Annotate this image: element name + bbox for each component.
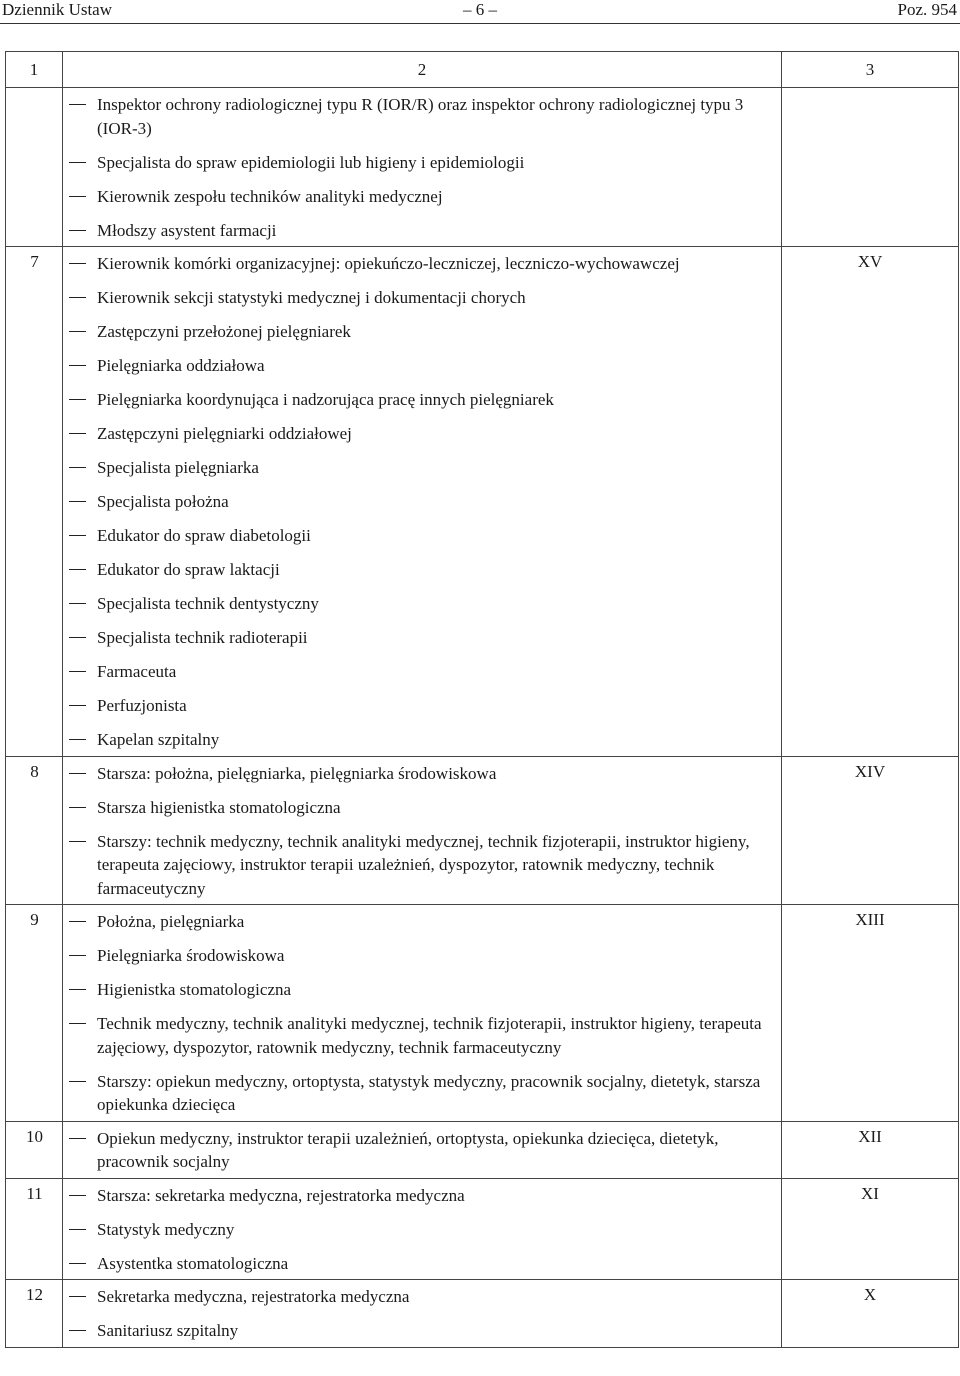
salary-group-numeral: XIII <box>855 910 885 929</box>
column-header-2: 2 <box>63 52 782 88</box>
position-entry <box>63 1285 781 1309</box>
positions-cell <box>63 756 782 905</box>
position-entry <box>63 286 781 310</box>
position-title: Specjalista do spraw epidemiologii lub higieny i epidemiologii <box>97 152 525 172</box>
position-title: Sekretarka medyczna, rejestratorka medyczna <box>97 1287 410 1306</box>
dash-bullet-icon <box>69 297 86 298</box>
dash-bullet-icon <box>69 162 86 163</box>
position-entry <box>63 1012 781 1059</box>
dash-bullet-icon <box>69 807 86 808</box>
column-header-3: 3 <box>782 52 959 88</box>
salary-group-cell <box>782 247 959 757</box>
position-entry <box>63 151 781 175</box>
position-entry <box>63 910 781 934</box>
position-title: Farmaceuta <box>97 662 177 681</box>
row-number-cell <box>6 247 63 757</box>
table-row <box>6 1280 959 1348</box>
position-entry <box>63 320 781 344</box>
position-title: Kierownik komórki organizacyjnej: opiekuńczo-leczniczej, leczniczo-wychowawczej <box>97 254 680 273</box>
position-title: Opiekun medyczny, instruktor terapii uzależnień, ortoptysta, opiekunka dziecięca, dietetyk, pracownik socjalny <box>97 1128 719 1171</box>
position-entry <box>63 762 781 786</box>
position-entry <box>63 1184 781 1208</box>
position-title: Sanitariusz szpitalny <box>97 1321 239 1340</box>
position-title: Kapelan szpitalny <box>97 730 220 749</box>
row-number: 9 <box>30 910 39 929</box>
salary-group-numeral: XI <box>861 1183 879 1203</box>
dash-bullet-icon <box>69 1023 86 1024</box>
row-number: 7 <box>30 252 39 271</box>
row-number: 10 <box>26 1126 43 1146</box>
dash-bullet-icon <box>69 1263 86 1264</box>
dash-bullet-icon <box>69 467 86 468</box>
position-title: Statystyk medyczny <box>97 1219 235 1239</box>
positions-cell <box>63 247 782 757</box>
position-title: Młodszy asystent farmacji <box>97 220 277 240</box>
position-title: Specjalista położna <box>97 492 229 511</box>
table-row <box>6 756 959 905</box>
dash-bullet-icon <box>69 989 86 990</box>
row-number-cell <box>6 88 63 247</box>
row-number-cell <box>6 756 63 905</box>
row-number-cell <box>6 1121 63 1178</box>
dash-bullet-icon <box>69 841 86 842</box>
position-title: Technik medyczny, technik analityki medycznej, technik fizjoterapii, instruktor higieny, terapeuta zajęciowy, dyspozytor, ratownik medyczny, technik farmaceutyczny <box>97 1014 762 1057</box>
position-title: Specjalista technik radioterapii <box>97 628 308 647</box>
table-row <box>6 905 959 1122</box>
row-number-cell <box>6 905 63 1122</box>
table-body <box>6 88 959 1348</box>
salary-group-numeral: X <box>863 1285 877 1304</box>
position-entry <box>63 1070 781 1117</box>
position-entry <box>63 1252 781 1276</box>
position-title: Specjalista technik dentystyczny <box>97 594 319 613</box>
dash-bullet-icon <box>69 569 86 570</box>
position-entry <box>63 93 781 140</box>
position-title: Inspektor ochrony radiologicznej typu R (IOR/R) oraz inspektor ochrony radiologicznej typu 3 (IOR-3) <box>97 95 744 138</box>
salary-group-cell <box>782 1280 959 1348</box>
dash-bullet-icon <box>69 399 86 400</box>
position-entry <box>63 388 781 412</box>
position-number: Poz. 954 <box>897 0 957 19</box>
position-title: Edukator do spraw laktacji <box>97 560 280 579</box>
position-title: Starszy: technik medyczny, technik analityki medycznej, technik fizjoterapii, instruktor higieny, terapeuta zajęciowy, instruktor terapii uzależnień, dyspozytor, ratownik medyczny, technik farmaceutyczny <box>97 831 750 898</box>
dash-bullet-icon <box>69 433 86 434</box>
position-entry <box>63 660 781 684</box>
position-title: Pielęgniarka koordynująca i nadzorująca pracę innych pielęgniarek <box>97 390 554 409</box>
position-title: Kierownik zespołu techników analityki medycznej <box>97 186 443 206</box>
position-title: Kierownik sekcji statystyki medycznej i dokumentacji chorych <box>97 288 526 307</box>
dash-bullet-icon <box>69 739 86 740</box>
dash-bullet-icon <box>69 773 86 774</box>
dash-bullet-icon <box>69 671 86 672</box>
table-header-row <box>6 52 959 88</box>
dash-bullet-icon <box>69 1195 86 1196</box>
position-entry <box>63 422 781 446</box>
page-number: – 6 – <box>463 0 497 19</box>
position-title: Pielęgniarka oddziałowa <box>97 356 265 375</box>
dash-bullet-icon <box>69 501 86 502</box>
journal-title: Dziennik Ustaw <box>2 0 113 19</box>
salary-group-numeral: XV <box>857 252 883 271</box>
table-row <box>6 88 959 247</box>
row-number-cell <box>6 1178 63 1280</box>
position-entry <box>63 219 781 243</box>
position-title: Zastępczyni pielęgniarki oddziałowej <box>97 424 352 443</box>
position-entry <box>63 626 781 650</box>
position-title: Pielęgniarka środowiskowa <box>97 946 285 965</box>
position-entry <box>63 558 781 582</box>
dash-bullet-icon <box>69 196 86 197</box>
position-entry <box>63 944 781 968</box>
table-row <box>6 1121 959 1178</box>
row-number <box>6 88 57 93</box>
dash-bullet-icon <box>69 104 86 105</box>
position-entry <box>63 830 781 901</box>
table-row <box>6 1178 959 1280</box>
position-entry <box>63 354 781 378</box>
dash-bullet-icon <box>69 331 86 332</box>
position-entry <box>63 524 781 548</box>
position-title: Perfuzjonista <box>97 696 187 715</box>
dash-bullet-icon <box>69 365 86 366</box>
salary-group-numeral <box>782 88 958 93</box>
position-entry <box>63 694 781 718</box>
row-number: 11 <box>26 1183 43 1203</box>
dash-bullet-icon <box>69 1229 86 1230</box>
position-title: Zastępczyni przełożonej pielęgniarek <box>97 322 351 341</box>
row-number-cell <box>6 1280 63 1348</box>
dash-bullet-icon <box>69 230 86 231</box>
salary-group-cell <box>782 88 959 247</box>
dash-bullet-icon <box>69 637 86 638</box>
position-entry <box>63 252 781 276</box>
dash-bullet-icon <box>69 603 86 604</box>
column-header-1: 1 <box>6 52 63 88</box>
positions-cell <box>63 905 782 1122</box>
position-title: Starsza: sekretarka medyczna, rejestratorka medyczna <box>97 1185 465 1205</box>
dash-bullet-icon <box>69 705 86 706</box>
position-entry <box>63 728 781 752</box>
salary-group-numeral: XII <box>858 1126 882 1146</box>
position-entry <box>63 1127 781 1174</box>
position-entry <box>63 592 781 616</box>
dash-bullet-icon <box>69 1296 86 1297</box>
position-entry <box>63 1218 781 1242</box>
position-title: Asystentka stomatologiczna <box>97 1253 289 1273</box>
salary-group-table <box>5 51 959 1348</box>
dash-bullet-icon <box>69 535 86 536</box>
positions-cell <box>63 88 782 247</box>
position-title: Edukator do spraw diabetologii <box>97 526 311 545</box>
position-entry <box>63 978 781 1002</box>
dash-bullet-icon <box>69 921 86 922</box>
dash-bullet-icon <box>69 955 86 956</box>
salary-group-cell <box>782 905 959 1122</box>
dash-bullet-icon <box>69 1138 86 1139</box>
position-title: Higienistka stomatologiczna <box>97 980 292 999</box>
salary-group-numeral: XIV <box>854 761 886 781</box>
position-title: Starsza: położna, pielęgniarka, pielęgniarka środowiskowa <box>97 763 497 783</box>
header-rule <box>0 23 960 24</box>
table-row <box>6 247 959 757</box>
dash-bullet-icon <box>69 1081 86 1082</box>
page-header <box>0 0 960 24</box>
position-title: Położna, pielęgniarka <box>97 912 245 931</box>
salary-group-cell <box>782 1121 959 1178</box>
position-title: Specjalista pielęgniarka <box>97 458 259 477</box>
dash-bullet-icon <box>69 1330 86 1331</box>
dash-bullet-icon <box>69 263 86 264</box>
positions-cell <box>63 1178 782 1280</box>
row-number: 12 <box>26 1285 43 1304</box>
salary-group-cell <box>782 1178 959 1280</box>
position-entry <box>63 1319 781 1343</box>
position-entry <box>63 490 781 514</box>
position-title: Starszy: opiekun medyczny, ortoptysta, statystyk medyczny, pracownik socjalny, dietetyk, starsza opiekunka dziecięca <box>97 1071 761 1114</box>
position-entry <box>63 185 781 209</box>
positions-cell <box>63 1280 782 1348</box>
position-title: Starsza higienistka stomatologiczna <box>97 797 341 817</box>
positions-cell <box>63 1121 782 1178</box>
position-entry <box>63 796 781 820</box>
position-entry <box>63 456 781 480</box>
row-number: 8 <box>30 761 39 781</box>
salary-group-cell <box>782 756 959 905</box>
